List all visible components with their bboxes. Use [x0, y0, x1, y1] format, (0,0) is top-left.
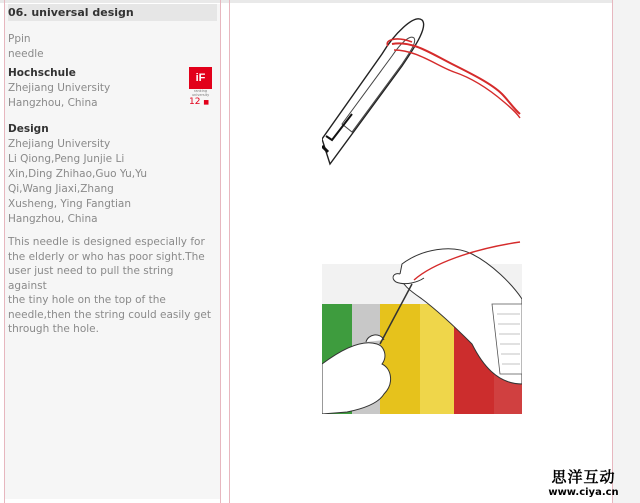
product-info [8, 32, 208, 62]
design-label: Design [8, 123, 49, 135]
description-line: This needle is designed especially for [8, 236, 205, 248]
threading-scene [322, 242, 522, 414]
description-line: user just need to pull the string against [8, 265, 174, 292]
product-type: needle [8, 48, 44, 60]
badge-ranking-text: ranking [193, 89, 208, 93]
if-logo: iF [189, 67, 212, 89]
watermark [531, 466, 636, 498]
hochschule-location: Hangzhou, China [8, 97, 98, 109]
design-line: Qi,Wang Jiaxi,Zhang [8, 183, 114, 195]
description-line: the tiny hole on the top of the [8, 294, 166, 306]
needle-illustration [322, 14, 522, 414]
hochschule-label: Hochschule [8, 67, 76, 79]
badge-university-text: university [191, 93, 210, 97]
design-line: Hangzhou, China [8, 213, 98, 225]
design-line: Xin,Ding Zhihao,Guo Yu,Yu [8, 168, 147, 180]
frame-divider-right [229, 0, 230, 503]
hochschule-info [8, 66, 208, 111]
needle-eye-closeup [322, 19, 520, 164]
right-margin [613, 0, 640, 503]
badge-rank: 12 ■ [189, 97, 209, 107]
description-line: the elderly or who has poor sight.The [8, 250, 205, 263]
design-info [8, 122, 208, 227]
hochschule-university: Zhejiang University [8, 82, 111, 94]
project-title: 06. universal design [8, 4, 217, 21]
description-line: needle,then the string could easily get [8, 308, 211, 321]
product-name: Ppin [8, 33, 31, 45]
design-line: Li Qiong,Peng Junjie Li [8, 153, 125, 165]
design-line: Zhejiang University [8, 138, 111, 150]
design-line: Xusheng, Ying Fangtian [8, 198, 131, 210]
project-description [8, 235, 213, 337]
watermark-url: www.ciya.cn [548, 487, 619, 498]
top-rule [0, 0, 640, 3]
description-line: through the hole. [8, 323, 99, 335]
badge-rank-number: 12 [189, 97, 201, 107]
frame-divider-left [220, 0, 221, 503]
watermark-chinese: 思洋互动 [551, 468, 616, 486]
if-ranking-badge [189, 67, 212, 110]
